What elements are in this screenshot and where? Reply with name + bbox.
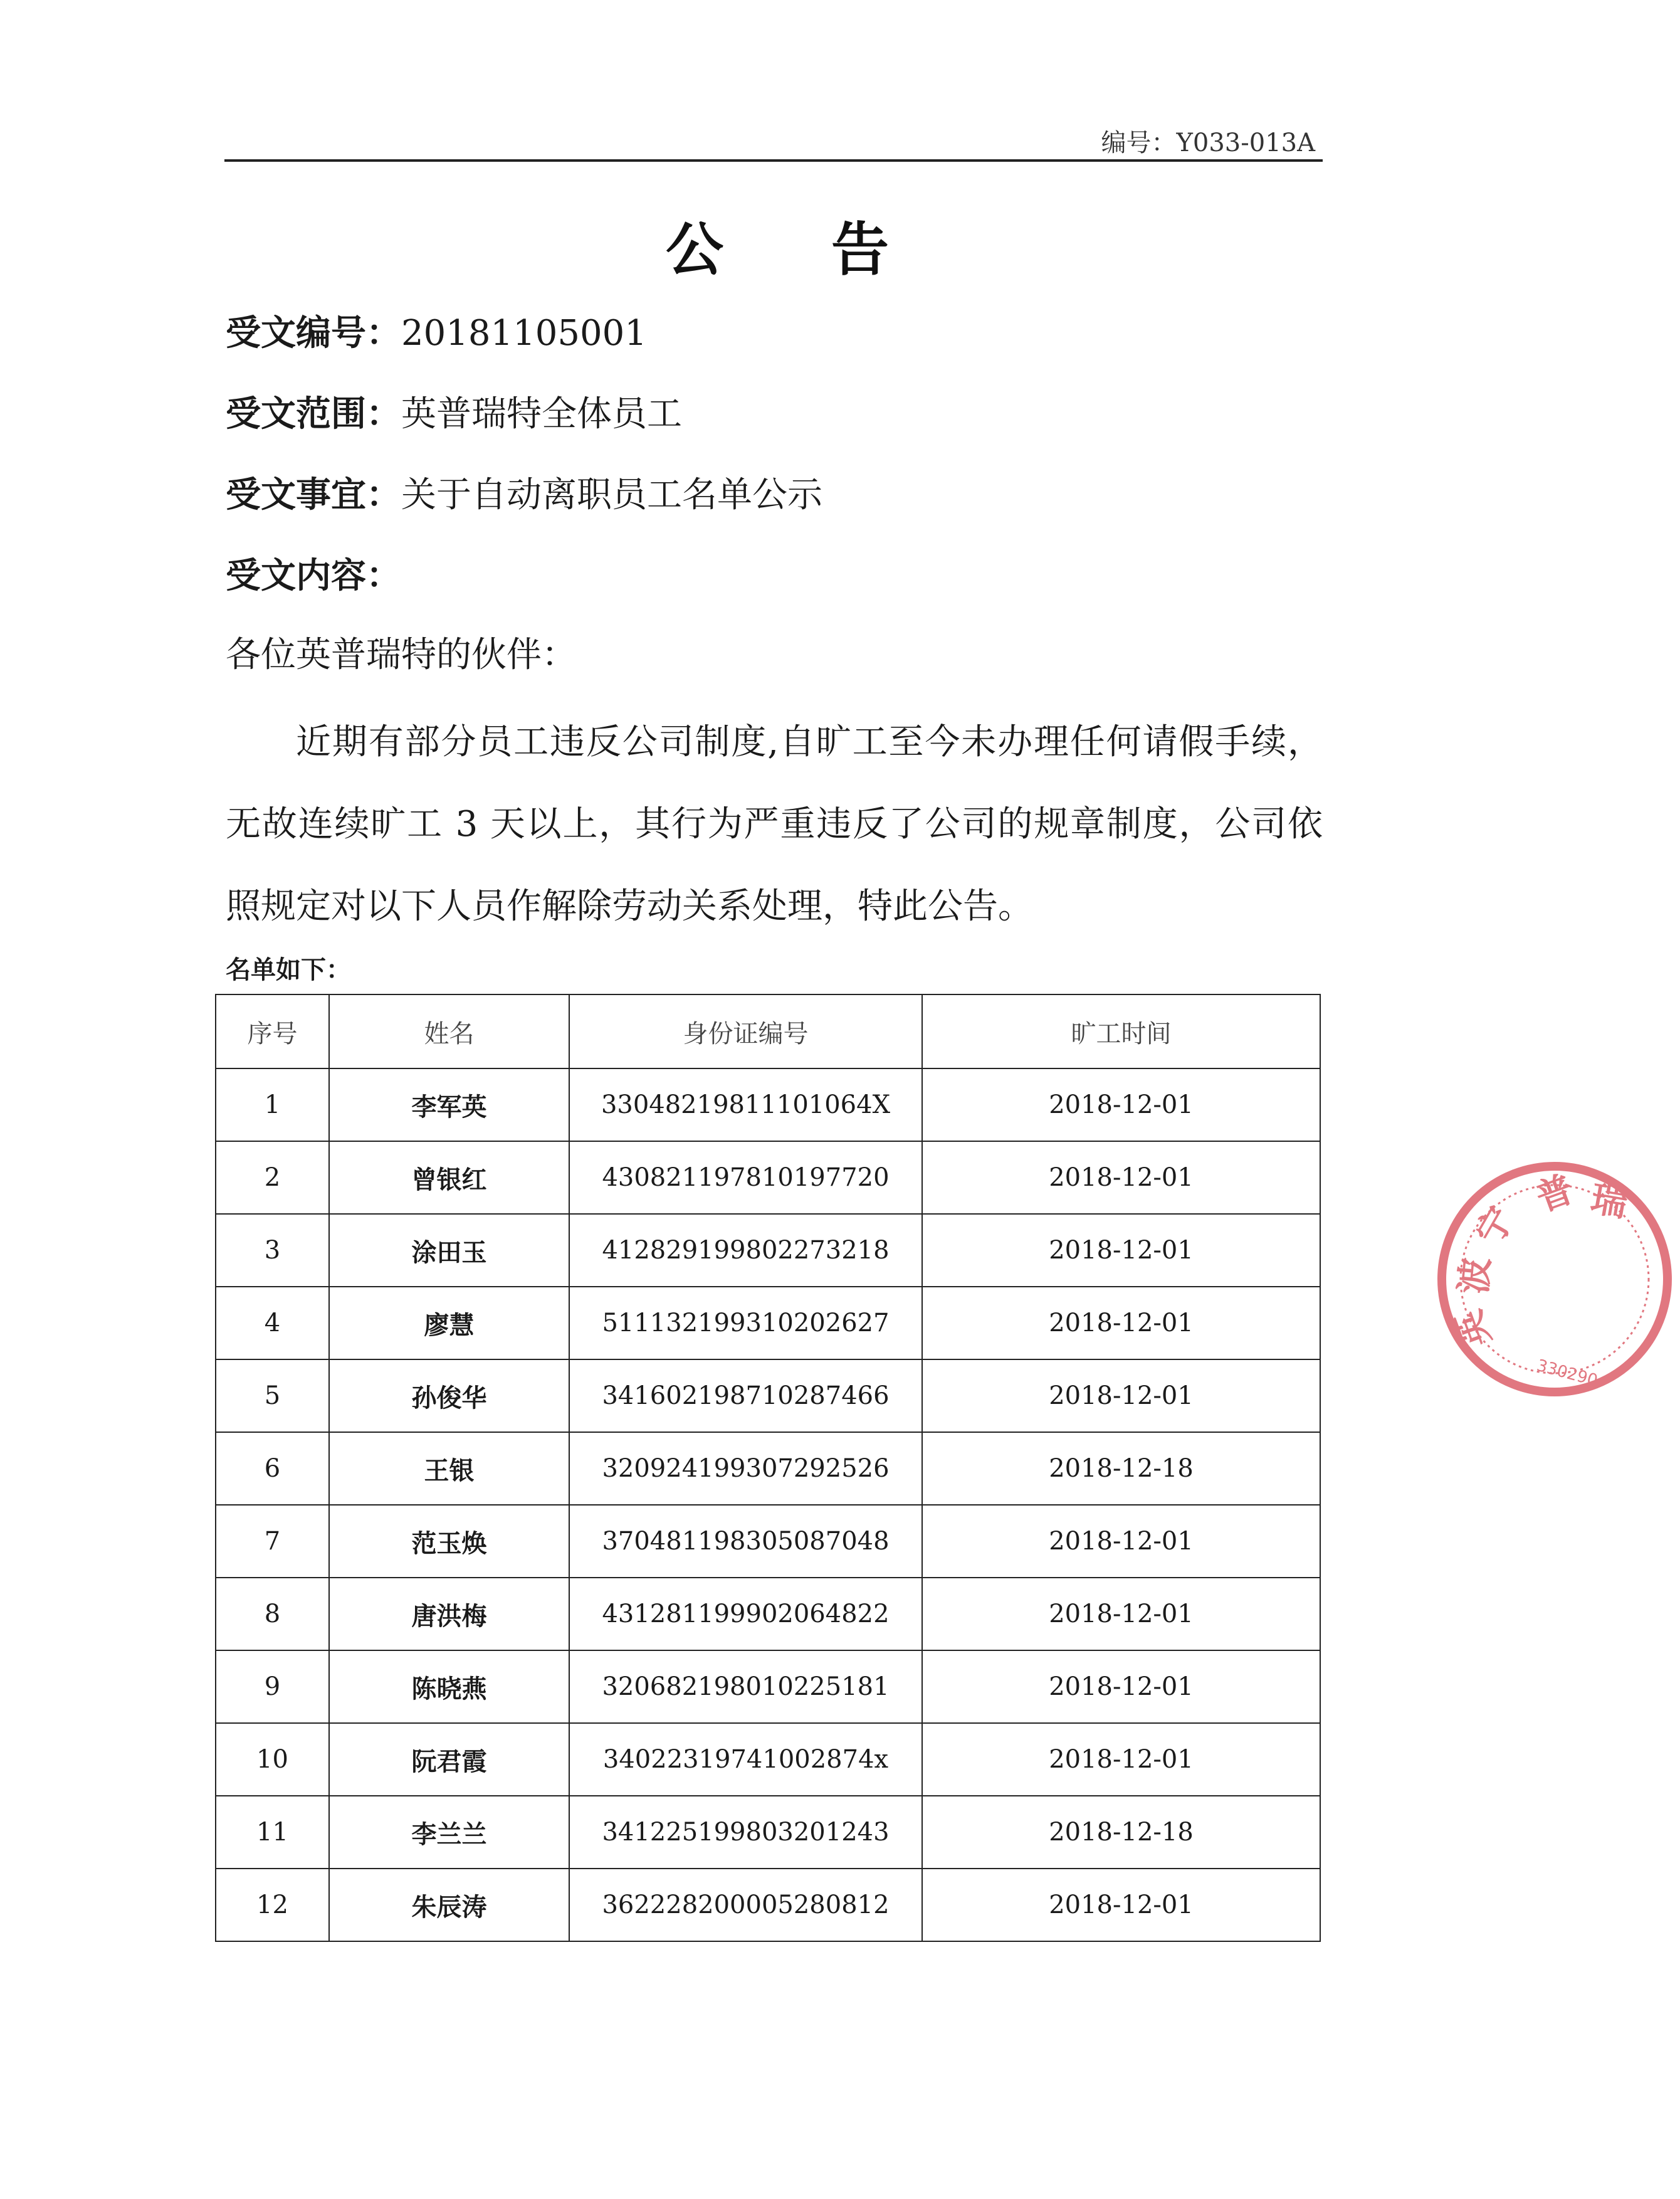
- header-id-number: 身份证编号: [569, 994, 922, 1068]
- field-number: [226, 305, 647, 356]
- field-subject: [226, 467, 822, 517]
- cell-id-number: 511132199310202627: [569, 1287, 922, 1359]
- header-name: 姓名: [329, 994, 569, 1068]
- cell-seq: 1: [216, 1068, 329, 1141]
- cell-seq: 10: [216, 1723, 329, 1796]
- table-row: [216, 1505, 1320, 1578]
- cell-name: 陈晓燕: [329, 1650, 569, 1723]
- body-paragraph: 近期有部分员工违反公司制度,自旷工至今未办理任何请假手续，无故连续旷工 3 天以上，其行为严重违反了公司的规章制度，公司依照规定对以下人员作解除劳动关系处理，特此公告。: [226, 722, 1323, 927]
- cell-absence-date: 2018-12-01: [922, 1359, 1320, 1432]
- cell-absence-date: 2018-12-01: [922, 1723, 1320, 1796]
- table-row: [216, 1214, 1320, 1287]
- cell-id-number: 430821197810197720: [569, 1141, 922, 1214]
- cell-name: 王银: [329, 1432, 569, 1505]
- cell-absence-date: 2018-12-01: [922, 1141, 1320, 1214]
- list-heading: 名单如下：: [226, 956, 351, 984]
- cell-id-number: 431281199902064822: [569, 1578, 922, 1650]
- table-row: [216, 1578, 1320, 1650]
- seal-char-2: 波: [1452, 1255, 1498, 1296]
- table-row: [216, 1650, 1320, 1723]
- cell-absence-date: 2018-12-01: [922, 1578, 1320, 1650]
- header-absence-date: 旷工时间: [922, 994, 1320, 1068]
- cell-name: 朱辰涛: [329, 1869, 569, 1941]
- cell-id-number: 412829199802273218: [569, 1214, 922, 1287]
- cell-seq: 4: [216, 1287, 329, 1359]
- cell-name: 唐洪梅: [329, 1578, 569, 1650]
- field-subject-value: 关于自动离职员工名单公示: [401, 475, 822, 515]
- cell-absence-date: 2018-12-01: [922, 1505, 1320, 1578]
- cell-seq: 11: [216, 1796, 329, 1869]
- field-content: [226, 548, 401, 598]
- cell-seq: 5: [216, 1359, 329, 1432]
- cell-absence-date: 2018-12-18: [922, 1796, 1320, 1869]
- table-row: [216, 1723, 1320, 1796]
- table-row: [216, 1068, 1320, 1141]
- seal-char-4: 普: [1530, 1167, 1580, 1220]
- cell-id-number: 320682198010225181: [569, 1650, 922, 1723]
- cell-absence-date: 2018-12-01: [922, 1287, 1320, 1359]
- table-row: [216, 1359, 1320, 1432]
- seal-char-3: 英: [1446, 1304, 1499, 1354]
- header-seq: 序号: [216, 994, 329, 1068]
- cell-name: 孙俊华: [329, 1359, 569, 1432]
- table-row: [216, 1141, 1320, 1214]
- cell-name: 范玉焕: [329, 1505, 569, 1578]
- cell-absence-date: 2018-12-01: [922, 1869, 1320, 1941]
- cell-name: 李兰兰: [329, 1796, 569, 1869]
- cell-seq: 9: [216, 1650, 329, 1723]
- cell-seq: 12: [216, 1869, 329, 1941]
- cell-absence-date: 2018-12-01: [922, 1214, 1320, 1287]
- header-rule: [224, 159, 1323, 162]
- cell-seq: 3: [216, 1214, 329, 1287]
- table-row: [216, 1287, 1320, 1359]
- document-code: 编号：Y033-013A: [1101, 129, 1315, 157]
- cell-id-number: 341602198710287466: [569, 1359, 922, 1432]
- cell-name: 廖慧: [329, 1287, 569, 1359]
- document-title: 公 告: [665, 216, 933, 283]
- field-scope: [226, 386, 682, 436]
- cell-absence-date: 2018-12-18: [922, 1432, 1320, 1505]
- company-seal-stamp: [1429, 1154, 1680, 1405]
- field-content-label: 受文内容：: [226, 556, 401, 596]
- table-row: [216, 1432, 1320, 1505]
- table-body: [216, 1068, 1320, 1941]
- cell-id-number: 341225199803201243: [569, 1796, 922, 1869]
- field-number-value: 20181105001: [401, 313, 647, 354]
- table-header-row: [216, 994, 1320, 1068]
- cell-seq: 8: [216, 1578, 329, 1650]
- cell-id-number: 362228200005280812: [569, 1869, 922, 1941]
- cell-name: 涂田玉: [329, 1214, 569, 1287]
- cell-name: 曾银红: [329, 1141, 569, 1214]
- cell-seq: 7: [216, 1505, 329, 1578]
- cell-id-number: 33048219811101064X: [569, 1068, 922, 1141]
- cell-id-number: 320924199307292526: [569, 1432, 922, 1505]
- cell-name: 李军英: [329, 1068, 569, 1141]
- employee-table: [215, 994, 1321, 1942]
- cell-absence-date: 2018-12-01: [922, 1068, 1320, 1141]
- cell-name: 阮君霞: [329, 1723, 569, 1796]
- field-scope-label: 受文范围：: [226, 394, 401, 435]
- seal-char-1: 宁: [1467, 1199, 1523, 1252]
- cell-seq: 2: [216, 1141, 329, 1214]
- seal-number: 330290: [1535, 1356, 1600, 1391]
- greeting: 各位英普瑞特的伙伴：: [226, 635, 577, 675]
- cell-absence-date: 2018-12-01: [922, 1650, 1320, 1723]
- cell-id-number: 370481198305087048: [569, 1505, 922, 1578]
- cell-seq: 6: [216, 1432, 329, 1505]
- table-row: [216, 1869, 1320, 1941]
- table-row: [216, 1796, 1320, 1869]
- cell-id-number: 34022319741002874x: [569, 1723, 922, 1796]
- seal-char-5: 瑞: [1587, 1176, 1631, 1225]
- field-subject-label: 受文事宜：: [226, 475, 401, 515]
- field-number-label: 受文编号：: [226, 313, 401, 354]
- field-scope-value: 英普瑞特全体员工: [401, 394, 682, 435]
